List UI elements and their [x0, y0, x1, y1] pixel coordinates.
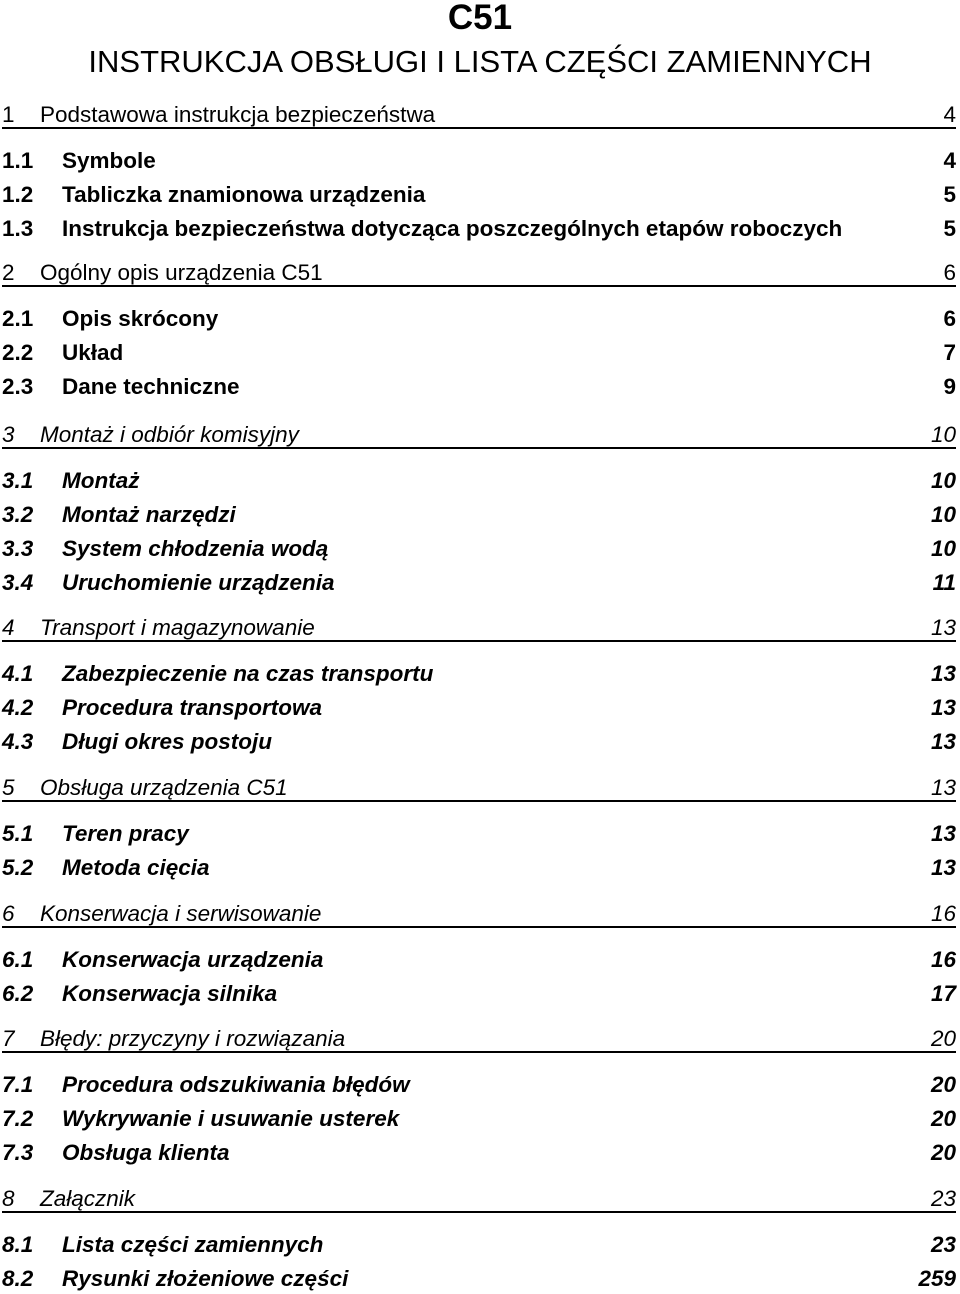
toc-section-page: 4: [943, 102, 956, 127]
toc-subsection-page: 13: [930, 855, 956, 880]
toc-subsection-title: Uruchomienie urządzenia: [62, 570, 335, 595]
toc-subsection-title: Procedura transportowa: [62, 695, 323, 720]
toc-section-underline: [2, 285, 956, 287]
toc-subsection-title: Procedura odszukiwania błędów: [62, 1072, 410, 1097]
toc-subsection-title: Wykrywanie i usuwanie usterek: [62, 1106, 400, 1131]
toc-subsection-4-2[interactable]: [2, 693, 956, 723]
toc-subsection-page: 13: [930, 821, 956, 846]
toc-subsection-title: Zabezpieczenie na czas transportu: [62, 661, 434, 686]
toc-subsection-number: 4.2: [2, 695, 34, 720]
toc-section-title: Montaż i odbiór komisyjny: [40, 422, 299, 447]
toc-section-underline: [2, 926, 956, 928]
toc-subsection-4-3[interactable]: [2, 727, 956, 757]
toc-section-underline: [2, 800, 956, 802]
toc-subsection-page: 6: [943, 306, 956, 331]
toc-section-title: Błędy: przyczyny i rozwiązania: [40, 1026, 346, 1051]
toc-subsection-7-3[interactable]: [2, 1138, 956, 1168]
toc-subsection-number: 7.2: [2, 1106, 34, 1131]
toc-section-number: 1: [2, 102, 15, 127]
toc-subsection-page: 13: [930, 729, 956, 754]
document-code: C51: [447, 0, 513, 37]
toc-section-5[interactable]: [2, 773, 956, 803]
toc-section-underline: [2, 127, 956, 129]
toc-section-4[interactable]: [2, 613, 956, 643]
toc-subsection-title: Długi okres postoju: [62, 729, 273, 754]
toc-subsection-number: 7.1: [2, 1072, 34, 1097]
toc-subsection-6-2[interactable]: [2, 979, 956, 1009]
toc-section-page: 13: [930, 775, 956, 800]
toc-section-number: 6: [2, 901, 15, 926]
toc-section-number: 3: [2, 422, 15, 447]
toc-subsection-number: 8.1: [2, 1232, 34, 1257]
toc-subsection-page: 20: [930, 1106, 956, 1131]
toc-subsection-page: 259: [918, 1266, 956, 1291]
toc-subsection-page: 5: [943, 182, 956, 207]
toc-subsection-title: Opis skrócony: [62, 306, 219, 331]
toc-subsection-4-1[interactable]: [2, 659, 956, 689]
toc-section-title: Konserwacja i serwisowanie: [40, 901, 322, 926]
toc-subsection-number: 2.2: [2, 340, 34, 365]
toc-subsection-page: 5: [943, 216, 956, 241]
toc-section-3[interactable]: [2, 420, 956, 450]
toc-subsection-3-3[interactable]: [2, 534, 956, 564]
toc-subsection-page: 9: [943, 374, 956, 399]
toc-subsection-number: 4.1: [2, 661, 34, 686]
toc-section-underline: [2, 1051, 956, 1053]
toc-section-title: Obsługa urządzenia C51: [40, 775, 288, 800]
toc-subsection-1-2[interactable]: [2, 180, 956, 210]
toc-subsection-page: 23: [930, 1232, 956, 1257]
toc-subsection-number: 3.2: [2, 502, 34, 527]
document-title: INSTRUKCJA OBSŁUGI I LISTA CZĘŚCI ZAMIENNYCH: [88, 44, 872, 79]
toc-subsection-2-1[interactable]: [2, 304, 956, 334]
toc-subsection-page: 16: [930, 947, 956, 972]
toc-subsection-title: Dane techniczne: [62, 374, 240, 399]
toc-subsection-6-1[interactable]: [2, 945, 956, 975]
toc-subsection-title: Lista części zamiennych: [62, 1232, 324, 1257]
toc-subsection-title: Obsługa klienta: [62, 1140, 230, 1165]
toc-section-number: 4: [2, 615, 15, 640]
toc-subsection-title: Instrukcja bezpieczeństwa dotycząca poszczególnych etapów roboczych: [62, 216, 843, 241]
toc-subsection-3-2[interactable]: [2, 500, 956, 530]
toc-subsection-page: 10: [930, 502, 956, 527]
toc-subsection-5-2[interactable]: [2, 853, 956, 883]
toc-subsection-page: 7: [943, 340, 956, 365]
toc-subsection-page: 20: [930, 1072, 956, 1097]
toc-subsection-number: 2.1: [2, 306, 34, 331]
toc-section-page: 20: [930, 1026, 956, 1051]
toc-section-6[interactable]: [2, 899, 956, 929]
toc-subsection-number: 5.1: [2, 821, 34, 846]
toc-subsection-3-4[interactable]: [2, 568, 956, 598]
toc-subsection-page: 13: [930, 661, 956, 686]
toc-subsection-number: 2.3: [2, 374, 34, 399]
toc-subsection-1-3[interactable]: [2, 214, 956, 244]
toc-section-page: 16: [930, 901, 956, 926]
toc-subsection-number: 3.4: [2, 570, 34, 595]
toc-subsection-7-2[interactable]: [2, 1104, 956, 1134]
toc-subsection-title: Metoda cięcia: [62, 855, 210, 880]
toc-subsection-page: 13: [930, 695, 956, 720]
toc-subsection-8-1[interactable]: [2, 1230, 956, 1260]
toc-subsection-title: Rysunki złożeniowe części: [62, 1266, 349, 1291]
toc-section-1[interactable]: [2, 100, 956, 130]
toc-section-title: Podstawowa instrukcja bezpieczeństwa: [40, 102, 436, 127]
toc-subsection-page: 17: [930, 981, 956, 1006]
toc-section-page: 10: [930, 422, 956, 447]
toc-section-number: 8: [2, 1186, 15, 1211]
toc-subsection-number: 8.2: [2, 1266, 34, 1291]
toc-section-page: 23: [930, 1186, 956, 1211]
toc-subsection-1-1[interactable]: [2, 146, 956, 176]
toc-subsection-number: 3.1: [2, 468, 34, 493]
toc-subsection-title: Symbole: [62, 148, 156, 173]
toc-subsection-page: 11: [932, 570, 956, 595]
toc-subsection-7-1[interactable]: [2, 1070, 956, 1100]
toc-subsection-page: 20: [930, 1140, 956, 1165]
toc-section-2[interactable]: [2, 258, 956, 288]
toc-section-7[interactable]: [2, 1024, 956, 1054]
toc-subsection-number: 3.3: [2, 536, 34, 561]
toc-subsection-title: Konserwacja silnika: [62, 981, 278, 1006]
toc-section-number: 5: [2, 775, 15, 800]
toc-section-number: 7: [2, 1026, 15, 1051]
toc-subsection-title: Konserwacja urządzenia: [62, 947, 324, 972]
toc-subsection-2-3[interactable]: [2, 372, 956, 402]
toc-subsection-number: 5.2: [2, 855, 34, 880]
toc-subsection-number: 6.2: [2, 981, 34, 1006]
toc-subsection-3-1[interactable]: [2, 466, 956, 496]
toc-section-underline: [2, 447, 956, 449]
toc-section-title: Załącznik: [40, 1186, 136, 1211]
toc-subsection-8-2[interactable]: [2, 1264, 956, 1294]
toc-section-page: 13: [930, 615, 956, 640]
toc-subsection-title: Montaż narzędzi: [62, 502, 236, 527]
toc-section-page: 6: [943, 260, 956, 285]
toc-subsection-page: 10: [930, 468, 956, 493]
toc-subsection-title: Układ: [62, 340, 124, 365]
toc-section-underline: [2, 1211, 956, 1213]
toc-subsection-title: Tabliczka znamionowa urządzenia: [62, 182, 426, 207]
toc-subsection-page: 10: [930, 536, 956, 561]
toc-subsection-number: 4.3: [2, 729, 34, 754]
toc-subsection-5-1[interactable]: [2, 819, 956, 849]
toc-subsection-number: 7.3: [2, 1140, 34, 1165]
toc-section-underline: [2, 640, 956, 642]
toc-subsection-title: System chłodzenia wodą: [62, 536, 329, 561]
toc-section-title: Ogólny opis urządzenia C51: [40, 260, 323, 285]
toc-section-number: 2: [2, 260, 15, 285]
toc-subsection-page: 4: [943, 148, 956, 173]
toc-section-title: Transport i magazynowanie: [40, 615, 315, 640]
toc-subsection-number: 1.2: [2, 182, 34, 207]
toc-subsection-number: 1.3: [2, 216, 34, 241]
toc-subsection-title: Montaż: [62, 468, 140, 493]
toc-subsection-2-2[interactable]: [2, 338, 956, 368]
toc-subsection-number: 6.1: [2, 947, 34, 972]
toc-subsection-title: Teren pracy: [62, 821, 189, 846]
toc-subsection-number: 1.1: [2, 148, 34, 173]
toc-section-8[interactable]: [2, 1184, 956, 1214]
